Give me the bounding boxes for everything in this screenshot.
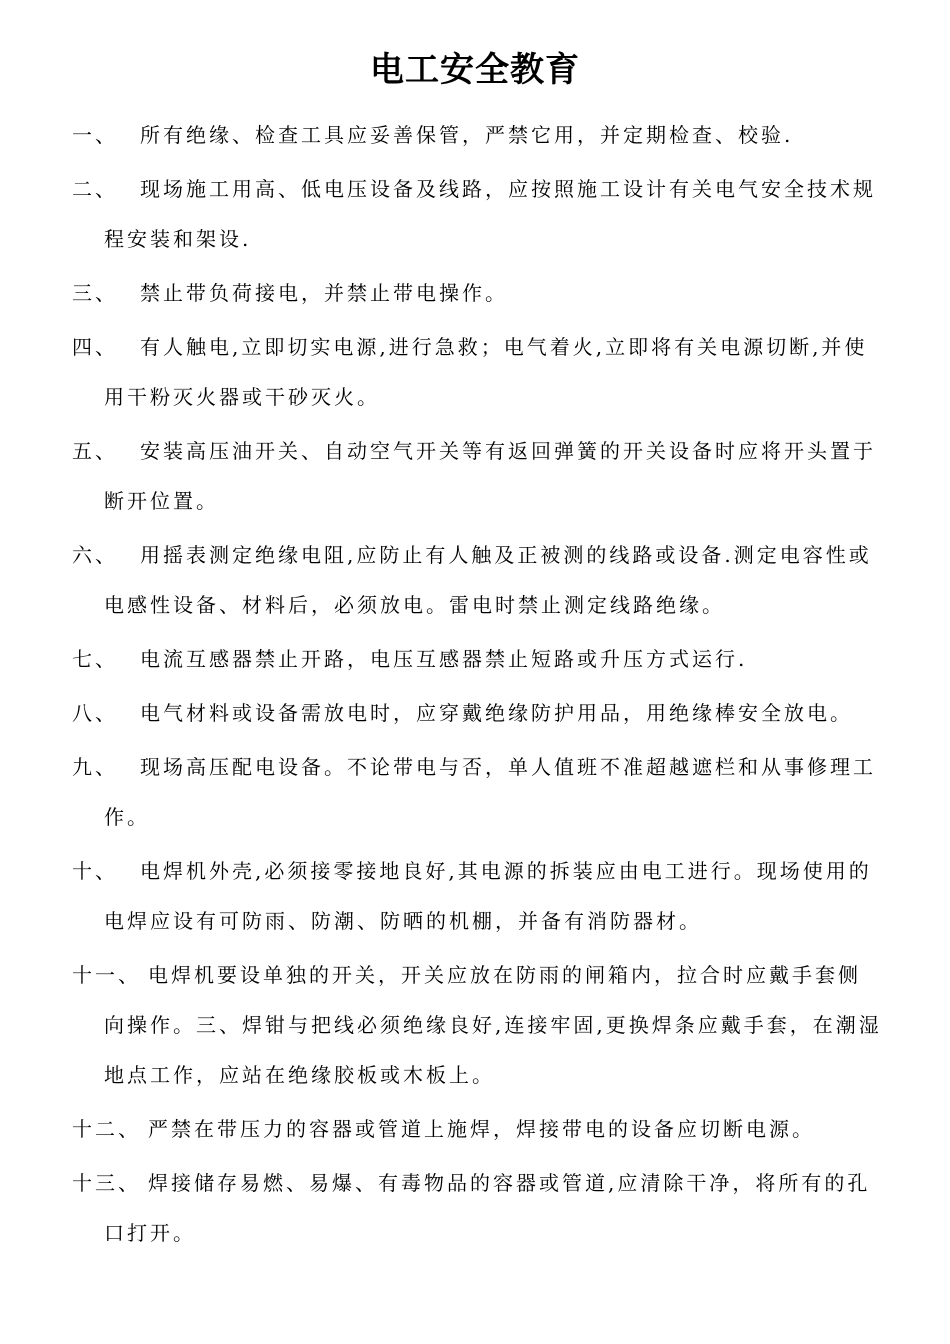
rule-item [72,164,882,264]
rule-text: 禁止带负荷接电，并禁止带电操作。 [140,281,508,305]
rule-item [72,1158,882,1258]
rule-item [72,1104,882,1154]
rule-number: 九、 [72,755,118,779]
rule-number: 十一、 [72,963,141,987]
rule-text: 现场施工用高、低电压设备及线路，应按照施工设计有关电气安全技术规程安装和架设. [104,177,876,251]
rule-number: 十、 [72,859,118,883]
rule-number: 六、 [72,543,118,567]
document-title: 电工安全教育 [370,50,580,90]
rule-text: 用摇表测定绝缘电阻,应防止有人触及正被测的线路或设备.测定电容性或电感性设备、材料后，必须放电。雷电时禁止测定线路绝缘。 [104,543,872,617]
rule-number: 五、 [72,439,118,463]
rule-item [72,110,882,160]
rule-text: 安装高压油开关、自动空气开关等有返回弹簧的开关设备时应将开头置于断开位置。 [104,439,876,513]
rule-text: 电流互感器禁止开路，电压互感器禁止短路或升压方式运行. [140,647,748,671]
rule-item [72,268,882,318]
rule-number: 八、 [72,701,118,725]
rule-text: 电气材料或设备需放电时，应穿戴绝缘防护用品，用绝缘棒安全放电。 [140,701,853,725]
rule-text: 严禁在带压力的容器或管道上施焊，焊接带电的设备应切断电源。 [148,1117,815,1141]
rule-number: 七、 [72,647,118,671]
rule-number: 二、 [72,177,118,201]
rule-text: 有人触电,立即切实电源,进行急救；电气着火,立即将有关电源切断,并使用干粉灭火器或干砂灭火。 [104,335,868,409]
rule-text: 现场高压配电设备。不论带电与否，单人值班不准超越遮栏和从事修理工作。 [104,755,876,829]
rule-number: 十二、 [72,1117,141,1141]
rule-item [72,688,882,738]
rule-text: 焊接储存易燃、易爆、有毒物品的容器或管道,应清除干净，将所有的孔口打开。 [104,1171,871,1245]
rule-number: 三、 [72,281,118,305]
rule-item [72,530,882,630]
rule-item [72,846,882,946]
rule-item [72,950,882,1100]
rule-item [72,426,882,526]
rule-text: 电焊机要设单独的开关，开关应放在防雨的闸箱内，拉合时应戴手套侧向操作。三、焊钳与把线必须绝缘良好,连接牢固,更换焊条应戴手套，在潮湿地点工作，应站在绝缘胶板或木板上。 [104,963,882,1087]
rules-list [72,110,882,1262]
rule-item [72,322,882,422]
rule-item [72,742,882,842]
rule-number: 一、 [72,123,118,147]
rule-item [72,634,882,684]
rule-number: 十三、 [72,1171,141,1195]
rule-text: 所有绝缘、检查工具应妥善保管，严禁它用，并定期检查、校验. [140,123,794,147]
rule-text: 电焊机外壳,必须接零接地良好,其电源的拆装应由电工进行。现场使用的电焊应设有可防雨、防潮、防晒的机棚，并备有消防器材。 [104,859,872,933]
rule-number: 四、 [72,335,118,359]
